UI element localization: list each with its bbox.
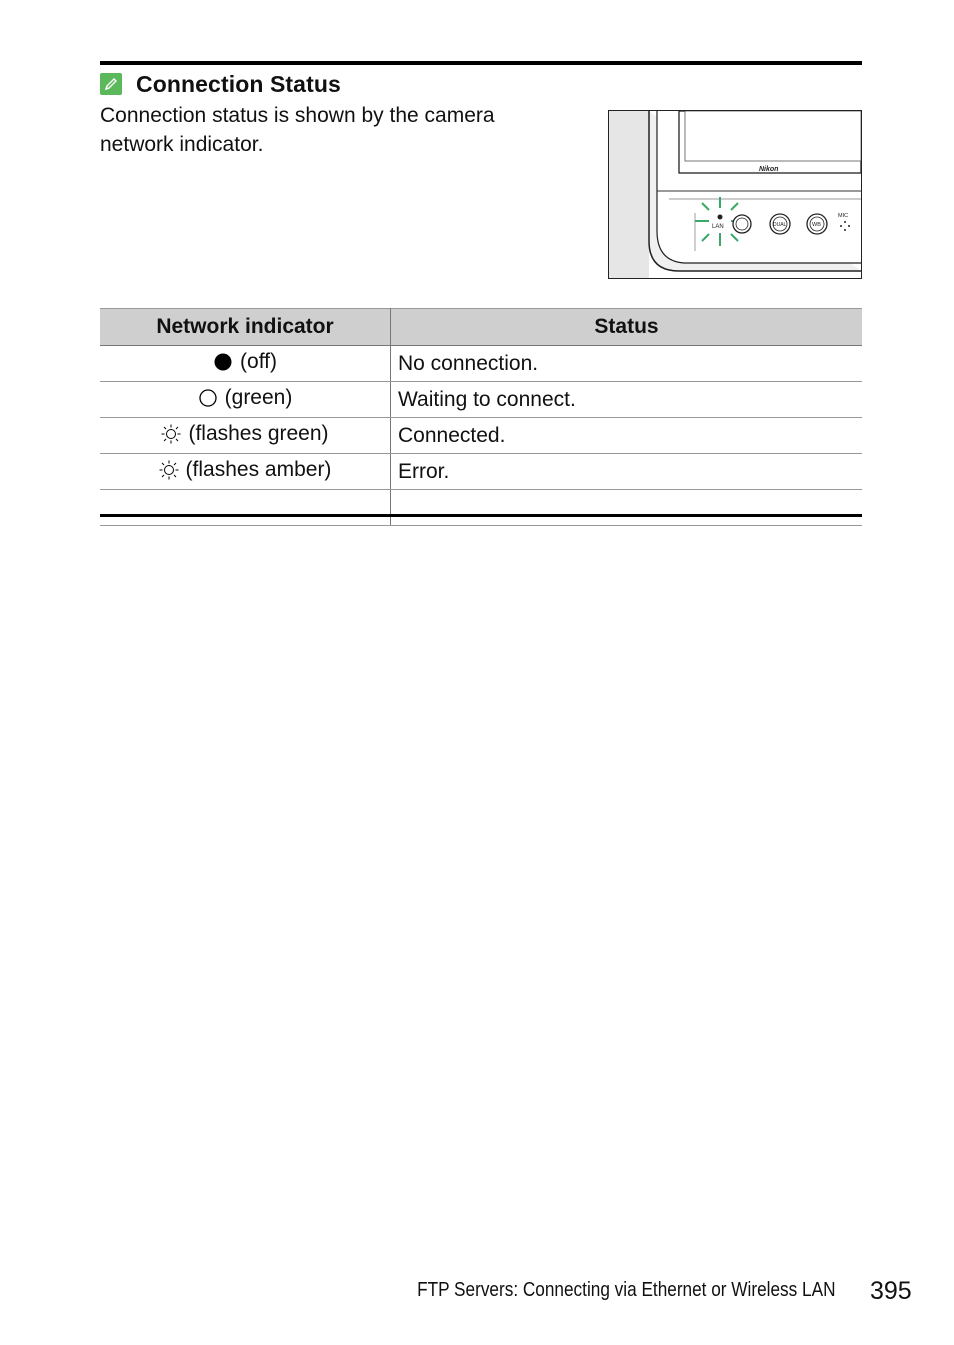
- note-title: Connection Status: [136, 70, 341, 97]
- indicator-label: (green): [224, 385, 293, 409]
- flashing-light-icon: [161, 424, 181, 444]
- indicator-cell: [100, 454, 391, 490]
- figure-brand-label: Nikon: [759, 166, 779, 173]
- figure-dual-label: DUAL: [773, 222, 787, 228]
- table-spacer-row: [100, 490, 862, 526]
- running-footer: FTP Servers: Connecting via Ethernet or Wireless LAN: [416, 1279, 835, 1301]
- table-row: [100, 346, 862, 382]
- table-row: [100, 454, 862, 490]
- status-cell: Waiting to connect.: [391, 382, 863, 418]
- figure-mic-label: MIC: [838, 213, 849, 219]
- section-top-rule: [100, 61, 862, 65]
- camera-network-indicator-illustration: [608, 110, 862, 279]
- table-header-row: [100, 309, 862, 346]
- page-number: 395: [870, 1277, 912, 1305]
- section-bottom-rule: [100, 514, 862, 517]
- status-cell: Connected.: [391, 418, 863, 454]
- flashing-light-icon: [159, 460, 179, 480]
- indicator-label: (flashes amber): [185, 457, 332, 481]
- figure-lan-label: LAN: [712, 224, 724, 230]
- network-indicator-table: [100, 308, 862, 526]
- header-network-indicator: Network indicator: [100, 309, 391, 346]
- indicator-cell: [100, 346, 391, 382]
- note-body-text: Connection status is shown by the camera network indicator.: [100, 104, 495, 156]
- indicator-label: (off): [240, 349, 277, 373]
- filled-circle-icon: [213, 352, 233, 372]
- table-row: [100, 382, 862, 418]
- pencil-note-icon: [100, 73, 122, 95]
- hollow-circle-icon: [198, 388, 218, 408]
- indicator-label: (flashes green): [188, 421, 329, 445]
- status-cell: No connection.: [391, 346, 863, 382]
- status-cell: Error.: [391, 454, 863, 490]
- table-row: [100, 418, 862, 454]
- note-heading: [100, 70, 341, 98]
- figure-wb-label: WB: [812, 222, 821, 228]
- indicator-cell: [100, 418, 391, 454]
- indicator-cell: [100, 382, 391, 418]
- header-status: Status: [391, 309, 863, 346]
